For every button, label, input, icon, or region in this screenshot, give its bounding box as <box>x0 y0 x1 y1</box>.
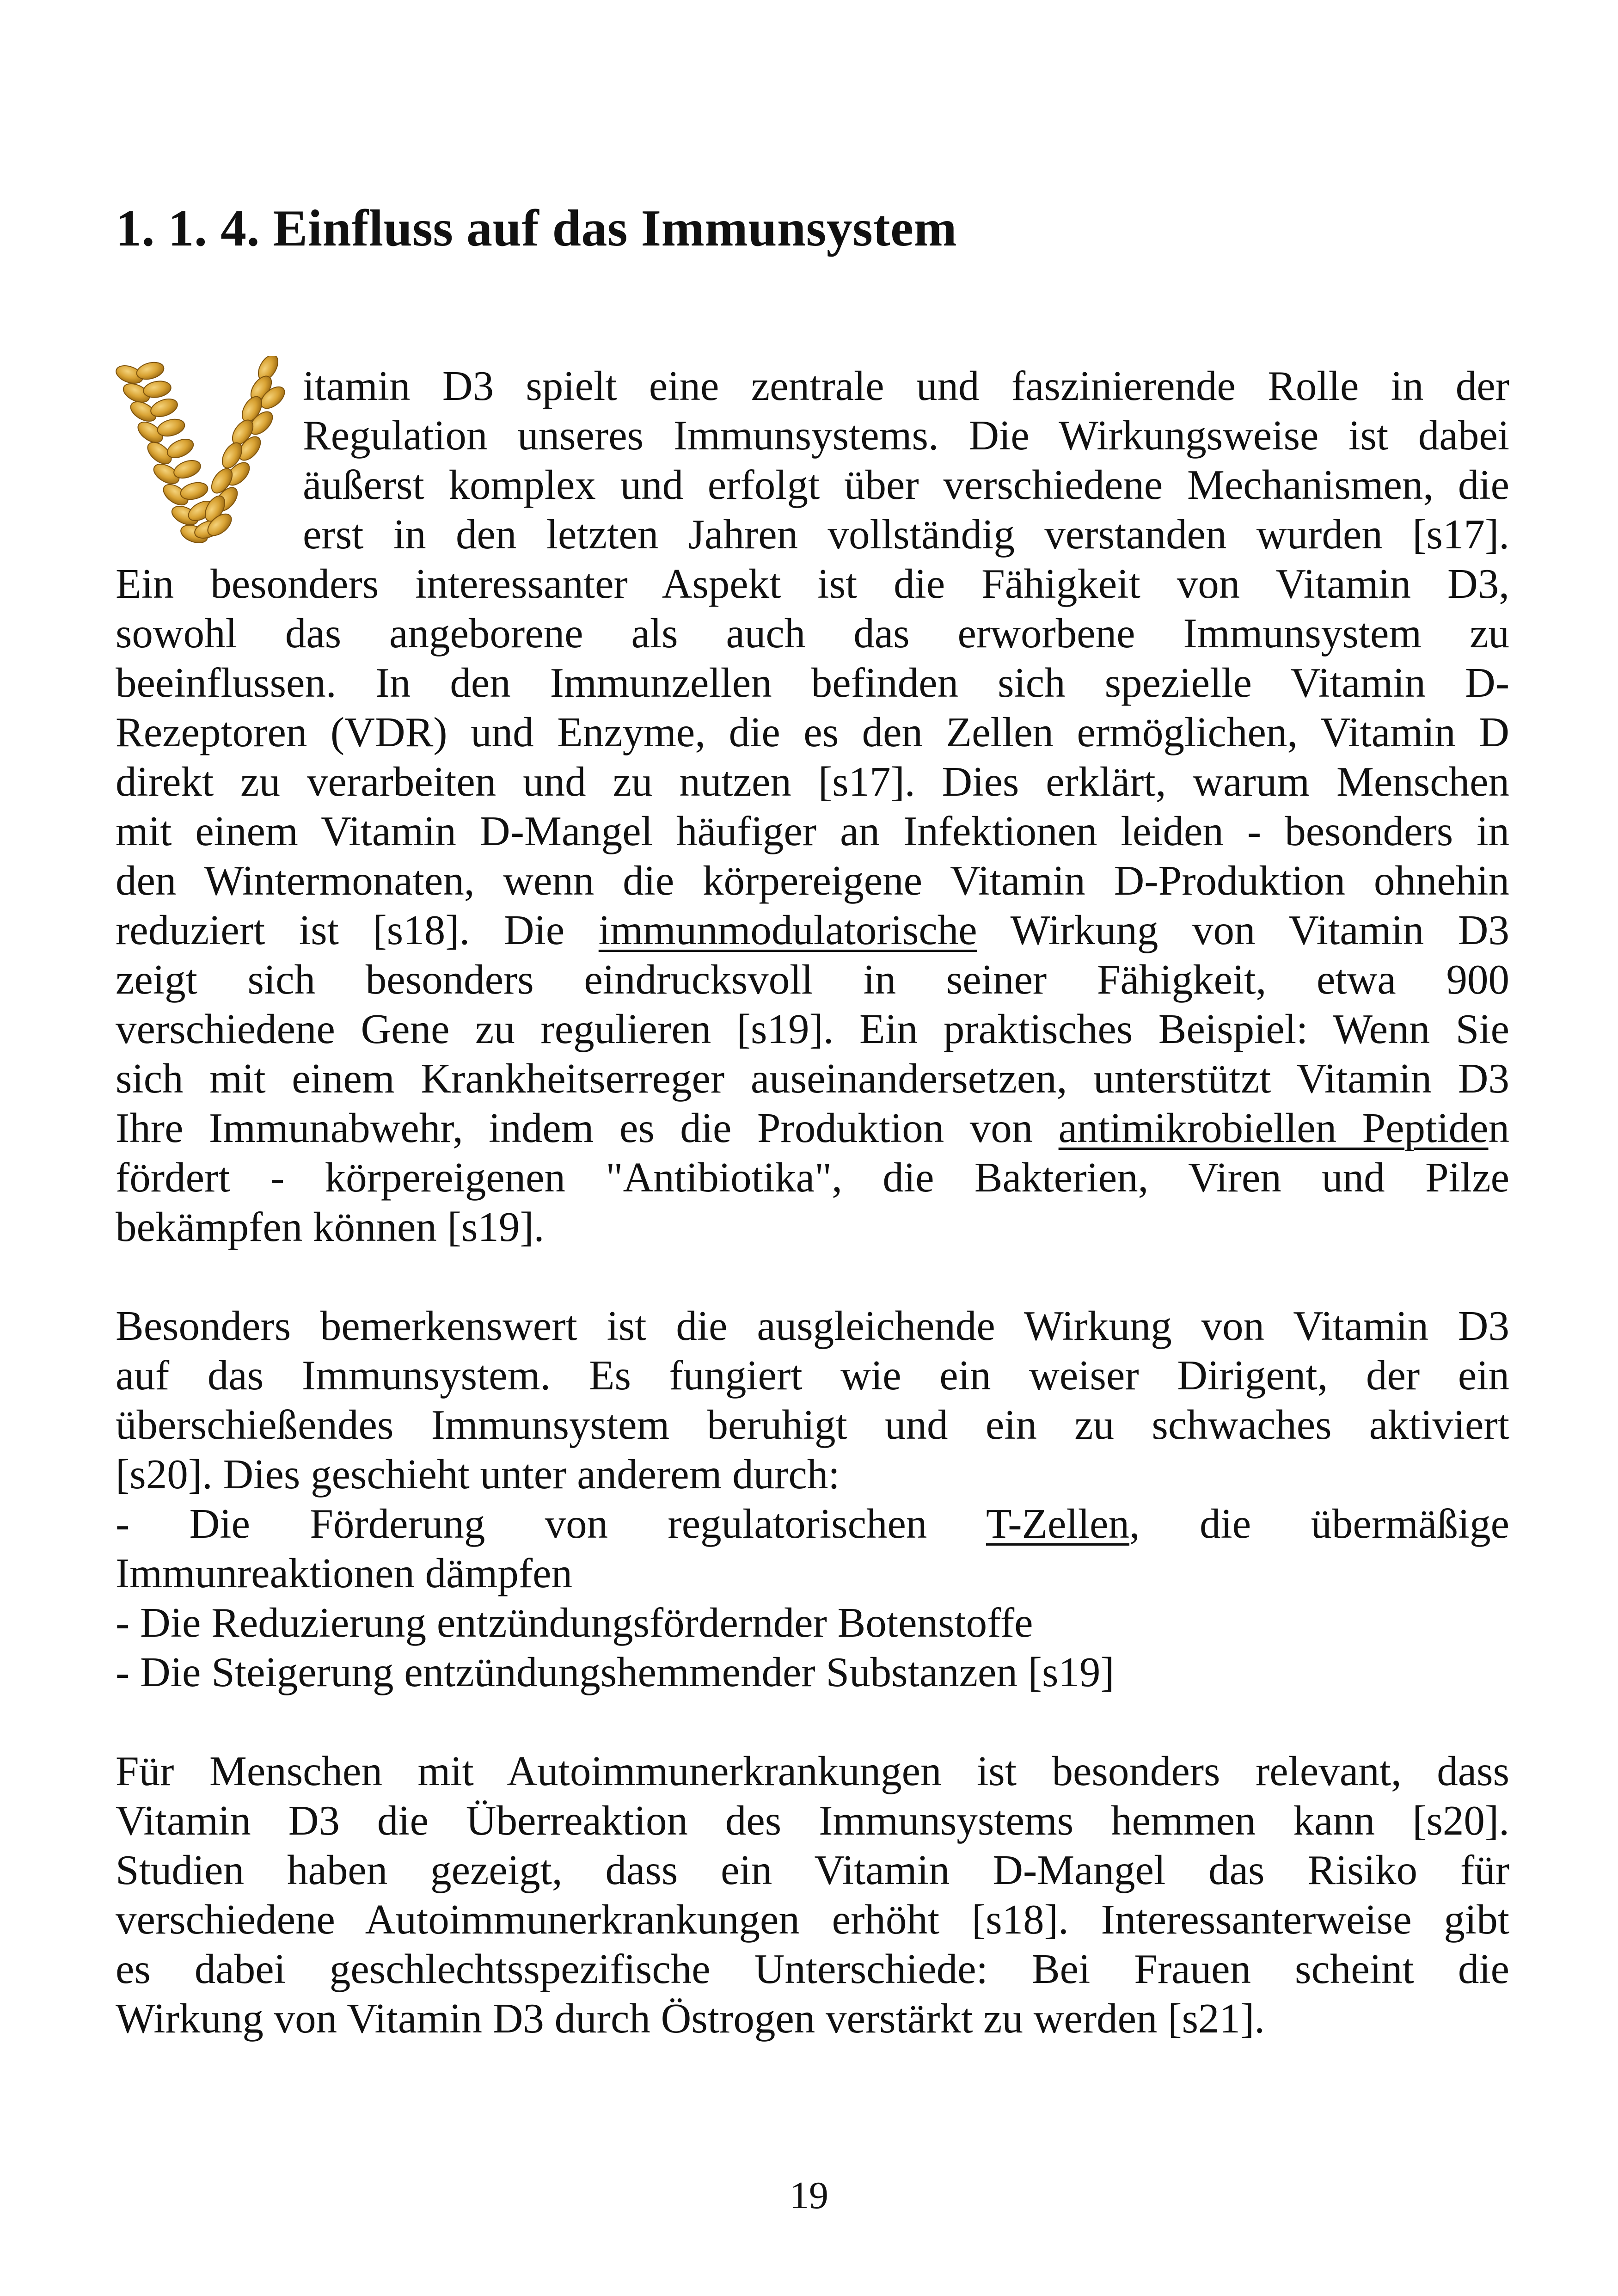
text-line <box>116 1548 1509 1599</box>
text-segment: Rezeptoren (VDR) und Enzyme, die es den Zellen ermöglichen, Vitamin D <box>116 709 1509 755</box>
underlined-term: T-Zellen <box>986 1500 1129 1547</box>
text-line <box>116 1845 1509 1896</box>
text-line <box>116 1498 1509 1549</box>
text-segment: Studien haben gezeigt, dass ein Vitamin D-Mangel das Risiko für <box>116 1847 1509 1893</box>
text-line <box>116 1152 1509 1203</box>
text-segment: Immunreaktionen dämpfen <box>116 1550 573 1596</box>
text-line <box>116 1894 1509 1945</box>
text-line <box>116 559 1509 609</box>
text-segment: , die übermäßige <box>1129 1500 1509 1547</box>
text-segment: itamin D3 spielt eine zentrale und faszinierende Rolle in der <box>303 362 1509 409</box>
text-line <box>116 954 1509 1005</box>
text-line <box>116 855 1509 906</box>
text-segment: überschießendes Immunsystem beruhigt und ein zu schwaches aktiviert <box>116 1401 1509 1448</box>
text-segment: direkt zu verarbeiten und zu nutzen [s17]. Dies erklärt, warum Menschen <box>116 758 1509 805</box>
text-line <box>116 1944 1509 1995</box>
text-segment: sich mit einem Krankheitserreger auseinandersetzen, unterstützt Vitamin D3 <box>116 1055 1509 1102</box>
text-line <box>116 806 1509 857</box>
text-line <box>116 1993 1509 2044</box>
text-line <box>116 1350 1509 1401</box>
text-line <box>116 1647 1509 1698</box>
text-segment: äußerst komplex und erfolgt über verschiedene Mechanismen, die <box>303 461 1509 508</box>
text-line <box>116 1301 1509 1351</box>
text-line <box>303 361 1509 411</box>
underlined-term: antimikrobiellen Peptide <box>1058 1105 1489 1151</box>
text-segment: - Die Steigerung entzündungshemmender Substanzen [s19] <box>116 1649 1115 1695</box>
text-segment: - Die Förderung von regulatorischen <box>116 1500 986 1547</box>
text-segment: zeigt sich besonders eindrucksvoll in seiner Fähigkeit, etwa 900 <box>116 956 1509 1003</box>
text-segment: Regulation unseres Immunsystems. Die Wirkungsweise ist dabei <box>303 412 1509 459</box>
text-segment: Vitamin D3 die Überreaktion des Immunsystems hemmen kann [s20]. <box>116 1797 1509 1844</box>
text-line <box>116 1053 1509 1104</box>
text-line <box>116 1795 1509 1846</box>
text-line <box>116 1449 1509 1500</box>
text-line <box>116 1597 1509 1648</box>
text-segment: Ihre Immunabwehr, indem es die Produktion von <box>116 1105 1059 1151</box>
text-segment: beeinflussen. In den Immunzellen befinden sich spezielle Vitamin D- <box>116 659 1509 706</box>
text-segment: den Wintermonaten, wenn die körpereigene Vitamin D-Produktion ohnehin <box>116 857 1509 904</box>
text-segment: sowohl das angeborene als auch das erworbene Immunsystem zu <box>116 610 1509 657</box>
text-line <box>116 1202 1509 1252</box>
text-segment: auf das Immunsystem. Es fungiert wie ein weiser Dirigent, der ein <box>116 1352 1509 1399</box>
text-segment: erst in den letzten Jahren vollständig verstanden wurden [s17]. <box>303 511 1509 558</box>
text-segment: bekämpfen können [s19]. <box>116 1203 545 1250</box>
text-segment: - Die Reduzierung entzündungsfördernder Botenstoffe <box>116 1599 1033 1646</box>
underlined-term: immunmodulatorische <box>598 907 977 953</box>
text-segment: fördert - körpereigenen "Antibiotika", die Bakterien, Viren und Pilze <box>116 1154 1509 1201</box>
text-line <box>116 608 1509 659</box>
text-segment: n <box>1488 1105 1509 1151</box>
section-heading: 1. 1. 4. Einfluss auf das Immunsystem <box>116 200 957 257</box>
text-segment: reduziert ist [s18]. Die <box>116 907 599 953</box>
text-segment: es dabei geschlechtsspezifische Unterschiede: Bei Frauen scheint die <box>116 1946 1509 1992</box>
page-number: 19 <box>790 2174 828 2217</box>
text-segment: Für Menschen mit Autoimmunerkrankungen ist besonders relevant, dass <box>116 1748 1509 1794</box>
text-line <box>116 707 1509 758</box>
text-segment: Wirkung von Vitamin D3 <box>977 907 1509 953</box>
text-segment: Besonders bemerkenswert ist die ausgleichende Wirkung von Vitamin D3 <box>116 1302 1509 1349</box>
text-line <box>116 756 1509 807</box>
text-segment: verschiedene Autoimmunerkrankungen erhöht [s18]. Interessanterweise gibt <box>116 1896 1509 1943</box>
text-line <box>303 410 1509 461</box>
text-line <box>116 1746 1509 1797</box>
text-segment: verschiedene Gene zu regulieren [s19]. Ein praktisches Beispiel: Wenn Sie <box>116 1006 1509 1052</box>
text-line <box>116 657 1509 708</box>
text-line <box>303 460 1509 510</box>
text-segment: mit einem Vitamin D-Mangel häufiger an Infektionen leiden - besonders in <box>116 808 1509 854</box>
text-segment: Wirkung von Vitamin D3 durch Östrogen verstärkt zu werden [s21]. <box>116 1995 1265 2042</box>
text-line <box>116 1004 1509 1055</box>
dropcap-v-seeds-image <box>111 356 291 559</box>
text-line <box>116 905 1509 956</box>
text-segment: [s20]. Dies geschieht unter anderem durch: <box>116 1451 840 1498</box>
text-line <box>116 1400 1509 1450</box>
text-line <box>303 509 1509 560</box>
text-segment: Ein besonders interessanter Aspekt ist die Fähigkeit von Vitamin D3, <box>116 560 1509 607</box>
text-line <box>116 1103 1509 1154</box>
